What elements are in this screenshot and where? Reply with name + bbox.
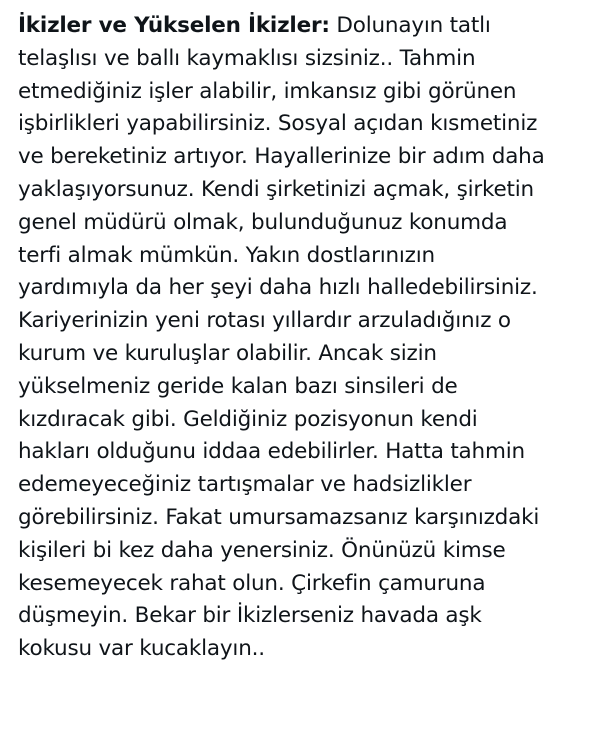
post-line: genel müdürü olmak, bulunduğunuz konumda — [18, 209, 508, 235]
post-heading: İkizler ve Yükselen İkizler: — [18, 13, 330, 38]
post-first-line-text: Dolunayın tatlı — [329, 13, 491, 38]
post-line: Kariyerinizin yeni rotası yıllardır arzuladığınız o — [18, 308, 511, 334]
post-line: yardımıyla da her şeyi daha hızlı halledebilirsiniz. — [18, 275, 538, 301]
post-line: yükselmeniz geride kalan bazı sinsileri de — [18, 373, 458, 399]
post-line: görebilirsiniz. Fakat umursamazsanız karşınızdaki — [18, 504, 540, 530]
post-line: etmediğiniz işler alabilir, imkansız gibi görünen — [18, 78, 517, 104]
post-line-1 — [18, 10, 594, 43]
post-line: işbirlikleri yapabilirsiniz. Sosyal açıdan kısmetiniz — [18, 111, 538, 137]
post-line: yaklaşıyorsunuz. Kendi şirketinizi açmak, şirketin — [18, 176, 534, 202]
post-line: kişileri bi kez daha yenersiniz. Önünüzü kimse — [18, 537, 506, 563]
post-line: düşmeyin. Bekar bir İkizlerseniz havada aşk — [18, 603, 482, 629]
post-line: hakları olduğunu iddaa edebilirler. Hatta tahmin — [18, 439, 525, 465]
post-line: kurum ve kuruluşlar olabilir. Ancak sizin — [18, 340, 437, 366]
post-line: edemeyeceğiniz tartışmalar ve hadsizlikler — [18, 472, 472, 498]
post-line: kızdıracak gibi. Geldiğiniz pozisyonun kendi — [18, 406, 478, 432]
post-line: ve bereketiniz artıyor. Hayallerinize bir adım daha — [18, 144, 545, 170]
post-line: terfi almak mümkün. Yakın dostlarınızın — [18, 242, 435, 268]
post-line: kokusu var kucaklayın.. — [18, 636, 265, 662]
post-line: telaşlısı ve ballı kaymaklısı sizsiniz.. Tahmin — [18, 45, 476, 71]
post-line: kesemeyecek rahat olun. Çirkefin çamuruna — [18, 570, 486, 596]
post-text — [18, 10, 594, 666]
